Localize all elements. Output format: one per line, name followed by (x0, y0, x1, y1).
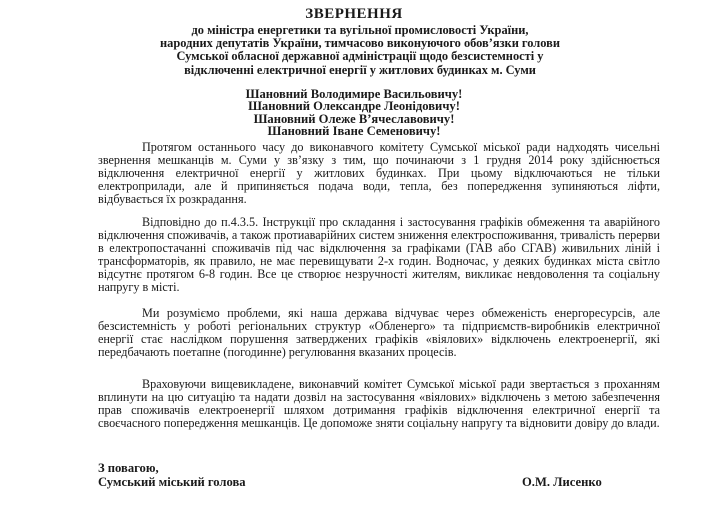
greeting-line: Шановний Олеже В’ячеславовичу! (253, 111, 455, 126)
body-paragraph: Відповідно до п.4.3.5. Інструкції про складання і застосування графіків обмеження та аварійного відключення споживачів, а також протиаварійних систем зниження електроспоживання, тривалість перерви в електропостачанні споживачів під час відключення за графіками (ГАВ або СГАВ) живильних ліній і трансформаторів, як правило, не має перевищувати 2-х годин. Водночас, у деяких будинках міста світло відсутнє протягом 6-8 годин. Все це створює незручності жителям, викликає невдоволення та соціальну напругу в місті. (98, 215, 660, 295)
subtitle-line: до міністра енергетики та вугільної промисловості України, (191, 23, 529, 37)
signer-name: О.М. Лисенко (522, 475, 602, 489)
greetings-block (0, 88, 708, 138)
greeting-line: Шановний Олександре Леонідовичу! (248, 99, 460, 114)
closing-block (98, 461, 246, 489)
document-subtitle (60, 24, 660, 77)
document-title: ЗВЕРНЕННЯ (305, 6, 403, 22)
greeting-line: Шановний Іване Семеновичу! (267, 124, 441, 139)
signer-position: Сумський міський голова (98, 475, 246, 489)
subtitle-line: Сумської обласної державної адміністрації щодо безсистемності у (176, 49, 544, 64)
body-paragraph: Ми розуміємо проблеми, які наша держава відчуває через обмеженість енергоресурсів, але безсистемність у роботі регіональних структур «Обленерго» та підприємств-виробників електричної енергії стає наслідком порушення затверджених графіків «віялових» відключень електроенергії, які передбачають поетапне (погодинне) регулювання вказаних процесів. (98, 306, 660, 360)
greeting-line: Шановний Володимире Васильовичу! (245, 87, 463, 101)
subtitle-line: відключенні електричної енергії у житлових будинках м. Суми (184, 62, 536, 77)
subtitle-line: народних депутатів України, тимчасово виконуючого обов’язки голови (160, 36, 560, 51)
body-paragraph: Враховуючи вищевикладене, виконавчий комітет Сумської міської ради звертається з проханням вплинути на цю ситуацію та надати дозвіл на застосування «віялових» відключень з метою забезпечення прав споживачів електроенергії шляхом дотримання графіків відключення електричної енергії та своєчасного попередження мешканців. Це допоможе зняти соціальну напругу та відновити довіру до влади. (98, 377, 660, 431)
body-paragraph: Протягом останнього часу до виконавчого комітету Сумської міської ради надходять чисельні звернення мешканців м. Суми у зв’язку з тим, що починаючи з 1 грудня 2014 року здійснюється відключення електричної енергії у житлових будинках. При цьому відключаються не тільки електроприлади, але й припиняється подача води, тепла, без попередження зупиняються ліфти, відбувається їх розкрадання. (98, 140, 660, 207)
closing-regards: З повагою, (98, 461, 159, 475)
